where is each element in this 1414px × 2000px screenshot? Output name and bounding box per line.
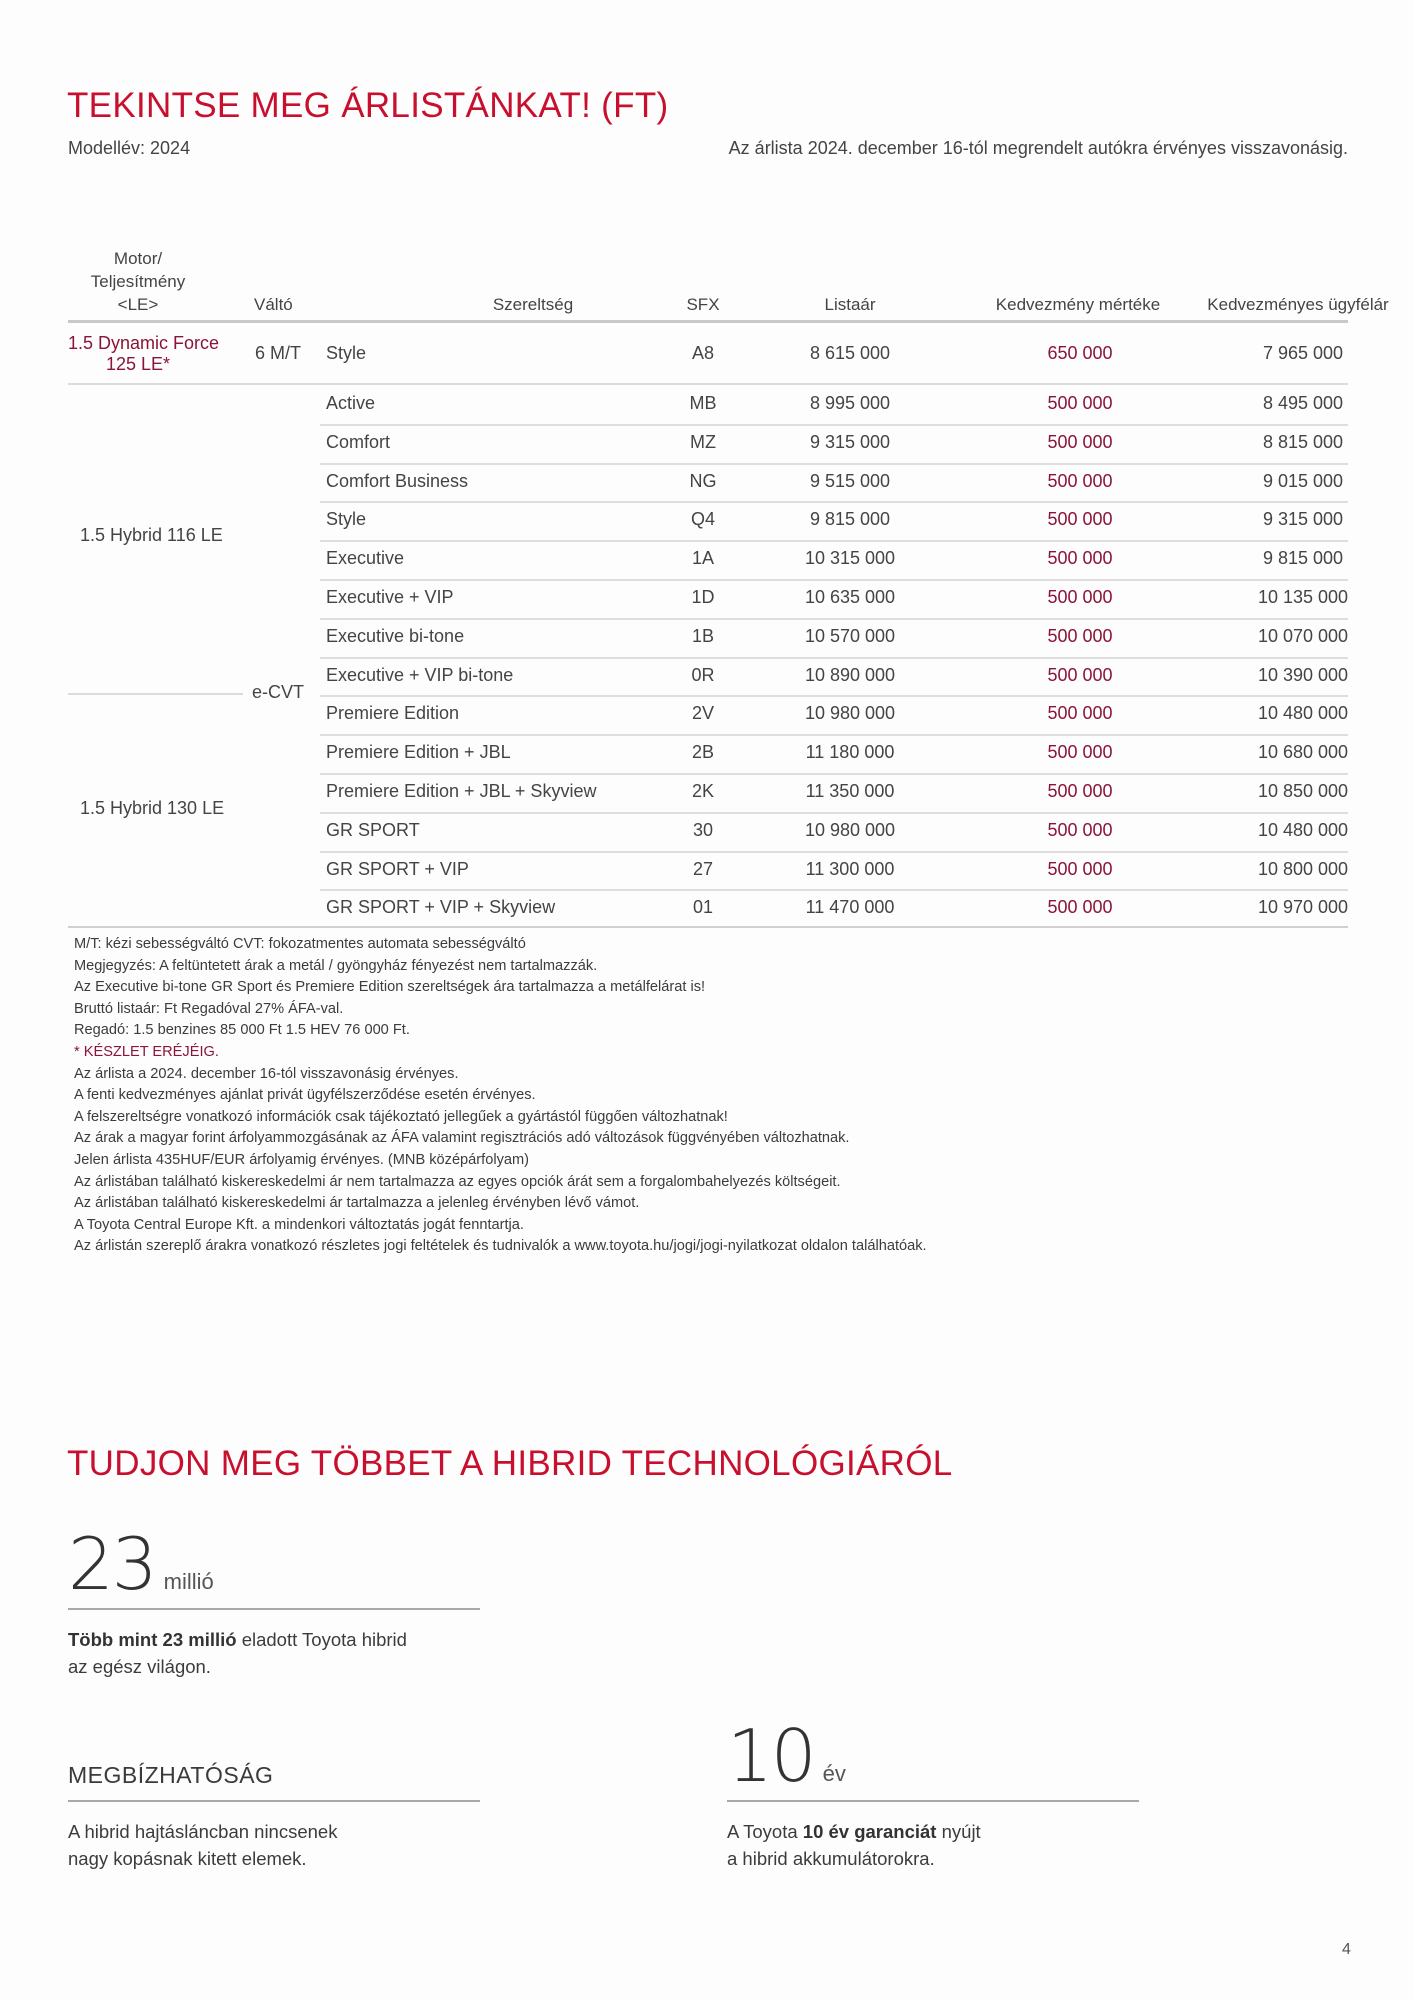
column-header-sfx: SFX [686, 295, 720, 314]
stat-text: a hibrid akkumulátorokra. [727, 1848, 935, 1869]
table-row [320, 657, 1348, 698]
price-table [68, 240, 1389, 928]
sfx-cell: 2B [691, 742, 715, 763]
footnote: Megjegyzés: A feltüntetett árak a metál / gyöngyház fényezést nem tartalmazzák. [74, 957, 598, 974]
table-bottom-rule [68, 926, 1348, 928]
discount-cell: 650 000 [1047, 343, 1113, 363]
stat-divider [68, 1608, 480, 1610]
trim-cell: Executive bi-tone [326, 625, 465, 646]
table-row [320, 463, 1348, 504]
table-row [320, 385, 1348, 426]
stat-text: nagy kopásnak kitett elemek. [68, 1848, 307, 1869]
trim-cell: Executive [326, 548, 405, 569]
column-header-motor-line: Motor/ [113, 249, 163, 268]
discount-cell: 500 000 [1047, 509, 1113, 530]
motor-cell-hybrid-116: 1.5 Hybrid 116 LE [80, 525, 223, 545]
discount-cell: 500 000 [1047, 897, 1113, 918]
stat-number: 23 [68, 1522, 156, 1606]
stat-highlight: Több mint 23 millió [68, 1629, 237, 1650]
discounted-price-cell: 10 070 000 [1257, 625, 1349, 646]
sfx-cell: 1B [691, 625, 715, 646]
stat-text: az egész világon. [68, 1656, 211, 1677]
sfx-cell: 2K [691, 781, 715, 801]
list-price-cell: 8 615 000 [809, 343, 891, 363]
sfx-cell: 2V [691, 703, 715, 724]
stat-text: nyújt [936, 1821, 981, 1842]
motor-cell [68, 333, 220, 375]
trim-cell: GR SPORT + VIP [326, 858, 469, 879]
sfx-cell: 0R [691, 664, 715, 685]
table-row [320, 695, 1348, 736]
footnote: Az árlistában található kiskereskedelmi ár tartalmazza a jelenleg érvényben lévő vámot. [74, 1195, 640, 1212]
discount-cell: 500 000 [1047, 664, 1113, 685]
stat-figure [68, 1522, 480, 1606]
trim-cell: GR SPORT + VIP + Skyview [326, 897, 556, 918]
discount-cell: 500 000 [1047, 819, 1113, 840]
table-row [320, 618, 1348, 659]
table-row [320, 540, 1348, 581]
table-row [320, 424, 1348, 465]
list-price-cell: 8 995 000 [809, 393, 891, 413]
sfx-cell: A8 [691, 343, 715, 363]
sfx-cell: NG [689, 470, 717, 491]
trim-cell: Premiere Edition + JBL + Skyview [326, 781, 597, 801]
stat-reliability [68, 1720, 480, 1872]
discounted-price-cell: 9 315 000 [1262, 509, 1344, 530]
stat-text: A hibrid hajtásláncban nincsenek [68, 1821, 338, 1842]
stat-heading: MEGBÍZHATÓSÁG [68, 1762, 274, 1788]
column-header-discounted-price: Kedvezményes ügyfélár [1207, 295, 1389, 314]
stat-description [68, 1626, 480, 1680]
footnote: Az árlistán szereplő árakra vonatkozó részletes jogi feltételek és tudnivalók a www.toyota.hu/jogi/jogi-nyilatkozat oldalon találhatóak. [74, 1238, 927, 1255]
page-title: TEKINTSE MEG ÁRLISTÁNKAT! (FT) [67, 86, 669, 125]
footnote: Az árak a magyar forint árfolyammozgásának az ÁFA valamint regisztrációs adó változások függvényében változhatnak. [74, 1130, 850, 1147]
footnote-stock-warning: * KÉSZLET ERÉJÉIG. [74, 1043, 219, 1060]
table-header [68, 240, 1389, 323]
gearbox-cell: 6 M/T [255, 343, 302, 363]
list-price-cell: 11 470 000 [805, 897, 895, 918]
column-header-motor-line: Teljesítmény [90, 272, 186, 291]
list-price-cell: 10 635 000 [804, 587, 896, 607]
trim-cell: Premiere Edition [326, 703, 460, 724]
trim-cell: GR SPORT [326, 819, 420, 840]
trim-cell: Comfort [326, 431, 391, 452]
sfx-cell: 27 [692, 858, 714, 879]
column-header-gearbox: Váltó [254, 295, 293, 314]
stat-description [727, 1818, 1139, 1872]
discounted-price-cell: 7 965 000 [1262, 343, 1344, 363]
trim-cell: Executive + VIP bi-tone [326, 664, 514, 685]
discounted-price-cell: 9 015 000 [1262, 470, 1344, 491]
list-price-cell: 10 980 000 [804, 819, 896, 840]
discount-cell: 500 000 [1047, 470, 1113, 491]
stat-number: 10 [727, 1714, 815, 1798]
column-header-motor-line: <LE> [117, 295, 159, 314]
page-number: 4 [1342, 1941, 1351, 1958]
list-price-cell: 10 890 000 [804, 664, 896, 685]
footnote: Jelen árlista 435HUF/EUR árfolyamig érvényes. (MNB középárfolyam) [74, 1151, 529, 1168]
stat-unit: millió [163, 1569, 214, 1594]
list-price-cell: 11 180 000 [805, 742, 895, 763]
motor-divider [68, 693, 243, 695]
footnote: A fenti kedvezményes ajánlat privát ügyfélszerződése esetén érvényes. [74, 1087, 536, 1104]
discounted-price-cell: 10 480 000 [1257, 819, 1349, 840]
discount-cell: 500 000 [1047, 548, 1113, 569]
discounted-price-cell: 8 815 000 [1262, 431, 1344, 452]
discounted-price-cell: 10 135 000 [1257, 587, 1349, 607]
discounted-price-cell: 10 480 000 [1257, 703, 1349, 724]
discounted-price-cell: 10 850 000 [1257, 781, 1349, 801]
discounted-price-cell: 10 680 000 [1257, 742, 1349, 763]
model-year: Modellév: 2024 [68, 138, 191, 158]
hybrid-rows [68, 385, 1348, 928]
sfx-cell: MB [689, 393, 717, 413]
footnote: A felszereltségre vonatkozó információk csak tájékoztató jellegűek a gyártástól függően változhatnak! [74, 1108, 728, 1125]
list-price-cell: 10 570 000 [804, 625, 896, 646]
column-header-motor [68, 247, 208, 316]
validity-note: Az árlista 2024. december 16-tól megrendelt autókra érvényes visszavonásig. [728, 138, 1348, 158]
discount-cell: 500 000 [1047, 587, 1113, 607]
list-price-cell: 10 315 000 [804, 548, 896, 569]
table-row [68, 323, 1348, 385]
discount-cell: 500 000 [1047, 431, 1113, 452]
stat-highlight: 10 év garanciát [802, 1821, 937, 1842]
discounted-price-cell: 9 815 000 [1262, 548, 1344, 569]
list-price-cell: 11 350 000 [805, 781, 895, 801]
motor-line: 125 LE* [105, 354, 171, 374]
table-row [320, 889, 1348, 928]
trim-cell: Premiere Edition + JBL [326, 742, 511, 763]
stat-warranty [727, 1714, 1139, 1872]
stat-description [68, 1818, 480, 1872]
stat-divider [68, 1800, 480, 1802]
stat-divider [727, 1800, 1139, 1802]
column-header-discount: Kedvezmény mértéke [995, 295, 1161, 314]
table-row [320, 773, 1348, 814]
stat-text: eladott Toyota hibrid [236, 1629, 407, 1650]
sfx-cell: 1A [691, 548, 715, 569]
stat-sold [68, 1522, 480, 1680]
footnote: Regadó: 1.5 benzines 85 000 Ft 1.5 HEV 76 000 Ft. [74, 1022, 410, 1039]
footnote: Az Executive bi-tone GR Sport és Premiere Edition szereltségek ára tartalmazza a metálfelárat is! [74, 979, 706, 996]
trim-cell: Style [326, 343, 367, 363]
discounted-price-cell: 8 495 000 [1262, 393, 1344, 413]
stat-unit: év [822, 1761, 846, 1786]
motor-cell-hybrid-130: 1.5 Hybrid 130 LE [80, 798, 225, 818]
hybrid-section-title: TUDJON MEG TÖBBET A HIBRID TECHNOLÓGIÁRÓL [67, 1444, 953, 1483]
table-row [320, 812, 1348, 853]
list-price-cell: 10 980 000 [804, 703, 896, 724]
discount-cell: 500 000 [1047, 742, 1113, 763]
stat-figure [727, 1714, 1139, 1798]
footnote: M/T: kézi sebességváltó CVT: fokozatmentes automata sebességváltó [74, 936, 526, 952]
column-header-list-price: Listaár [824, 295, 876, 314]
sfx-cell: MZ [690, 431, 716, 452]
footnotes [74, 934, 927, 1258]
sfx-cell: Q4 [690, 509, 715, 530]
stat-text: A Toyota [727, 1821, 803, 1842]
table-row [320, 734, 1348, 775]
discount-cell: 500 000 [1047, 781, 1113, 801]
trim-cell: Active [326, 393, 376, 413]
sfx-cell: 30 [692, 819, 714, 840]
trim-cell: Executive + VIP [326, 587, 454, 607]
discounted-price-cell: 10 970 000 [1257, 897, 1349, 918]
sfx-cell: 1D [691, 587, 715, 607]
discount-cell: 500 000 [1047, 703, 1113, 724]
discounted-price-cell: 10 390 000 [1257, 664, 1349, 685]
table-row [320, 579, 1348, 620]
gearbox-cell-ecvt: e-CVT [252, 682, 305, 702]
discounted-price-cell: 10 800 000 [1257, 858, 1349, 879]
list-price-cell: 11 300 000 [805, 858, 895, 879]
footnote: Az árlistában található kiskereskedelmi ár nem tartalmazza az egyes opciók árát sem a forgalombahelyezés költségeit. [74, 1173, 841, 1190]
sfx-cell: 01 [692, 897, 714, 918]
trim-cell: Style [326, 509, 367, 530]
footnote: Bruttó listaár: Ft Regadóval 27% ÁFA-val. [74, 1000, 344, 1017]
table-row [320, 851, 1348, 892]
list-price-cell: 9 315 000 [809, 431, 891, 452]
discount-cell: 500 000 [1047, 625, 1113, 646]
trim-cell: Comfort Business [326, 470, 469, 491]
footnote: A Toyota Central Europe Kft. a mindenkori változtatás jogát fenntartja. [74, 1216, 524, 1233]
discount-cell: 500 000 [1047, 393, 1113, 413]
footnote: Az árlista a 2024. december 16-tól visszavonásig érvényes. [74, 1065, 459, 1082]
list-price-cell: 9 815 000 [809, 509, 891, 530]
motor-line: 1.5 Dynamic Force [68, 333, 220, 353]
table-row [320, 501, 1348, 542]
column-header-trim: Szereltség [492, 295, 574, 314]
discount-cell: 500 000 [1047, 858, 1113, 879]
list-price-cell: 9 515 000 [809, 470, 891, 491]
